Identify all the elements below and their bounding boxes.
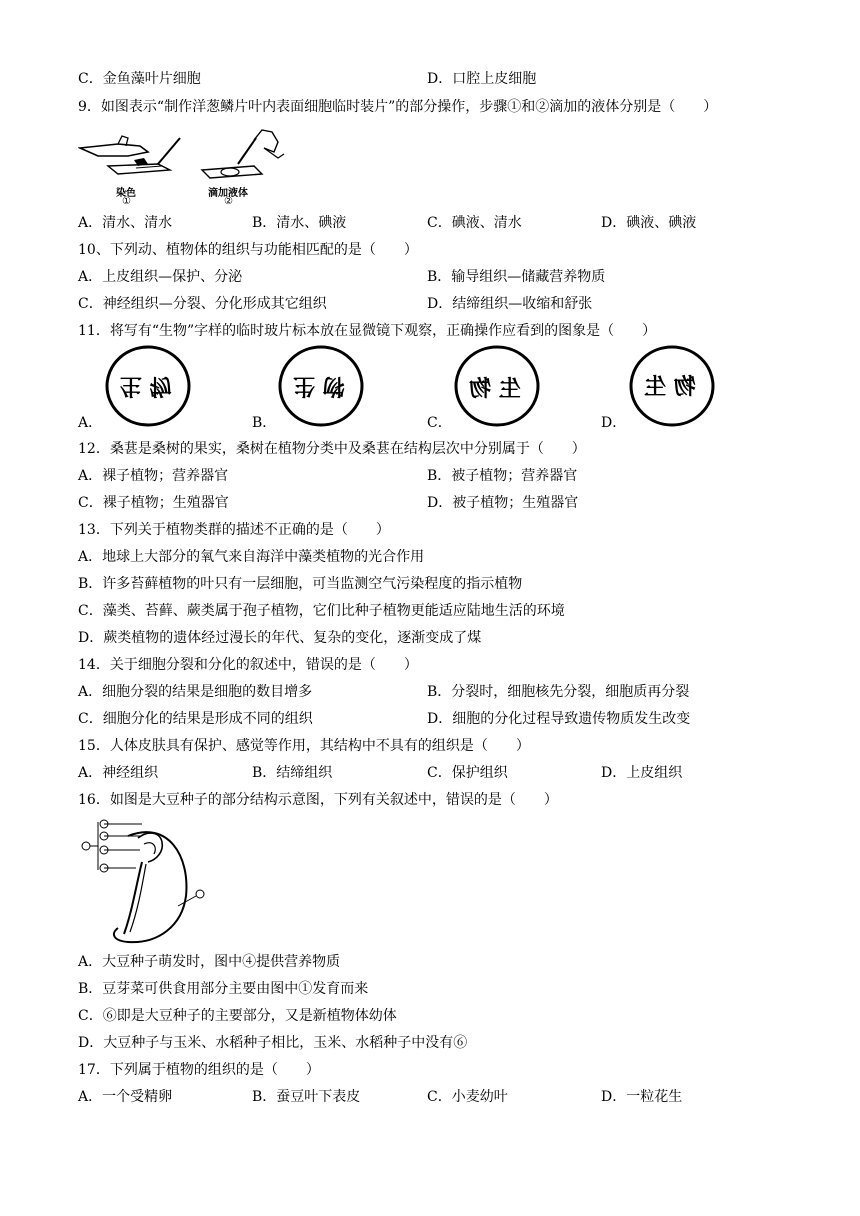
q12-option-c: C．裸子植物；生殖器官 bbox=[78, 495, 229, 511]
q15-option-b: B．结缔组织 bbox=[252, 765, 333, 781]
q12-stem: 12．桑葚是桑树的果实，桑树在植物分类中及桑葚在结构层次中分别属于（ ） bbox=[78, 441, 586, 457]
q17-option-a: A．一个受精卵 bbox=[78, 1089, 173, 1105]
q13-option-c: C．藻类、苔藓、蕨类属于孢子植物，它们比种子植物更能适应陆地生活的环境 bbox=[78, 603, 565, 619]
q11-stem: 11．将写有“生物”字样的临时玻片标本放在显微镜下观察，正确操作应看到的图象是（ ） bbox=[78, 323, 657, 339]
q11-option-a-text: 生 物 bbox=[120, 373, 172, 399]
q10-stem: 10、下列动、植物体的组织与功能相匹配的是（ ） bbox=[78, 242, 418, 258]
q14-stem: 14．关于细胞分裂和分化的叙述中，错误的是（ ） bbox=[78, 657, 418, 673]
q9-option-b: B．清水、碘液 bbox=[252, 215, 347, 231]
q16-soybean-seed-figure bbox=[78, 816, 210, 946]
q15-option-d: D．上皮组织 bbox=[601, 765, 683, 781]
q15-stem: 15．人体皮肤具有保护、感觉等作用，其结构中不具有的组织是（ ） bbox=[78, 738, 530, 754]
q10-option-a: A．上皮组织—保护、分泌 bbox=[78, 269, 243, 285]
q12-option-d: D．被子植物；生殖器官 bbox=[427, 495, 579, 511]
q9-figure bbox=[78, 124, 288, 208]
q13-stem: 13．下列关于植物类群的描述不正确的是（ ） bbox=[78, 522, 390, 538]
q9-option-a: A．清水、清水 bbox=[78, 215, 173, 231]
q9-figure-num-2: ② bbox=[224, 196, 233, 207]
q11-option-c-letter: C． bbox=[427, 415, 452, 431]
q13-option-d: D．蕨类植物的遗体经过漫长的年代、复杂的变化，逐渐变成了煤 bbox=[78, 630, 482, 646]
q9-figure-label-1: 染色 bbox=[116, 188, 136, 199]
q9-figure-num-1: ① bbox=[122, 196, 131, 207]
q11-option-d-text: 物 生 bbox=[644, 374, 696, 400]
q11-option-a-letter: A． bbox=[78, 415, 103, 431]
q9-figure-label-2: 滴加液体 bbox=[208, 188, 248, 199]
q17-option-b: B．蚕豆叶下表皮 bbox=[252, 1089, 361, 1105]
q16-option-d: D．大豆种子与玉米、水稻种子相比，玉米、水稻种子中没有⑥ bbox=[78, 1035, 468, 1051]
q17-option-d: D．一粒花生 bbox=[601, 1089, 683, 1105]
q11-option-b-text: 物 生 bbox=[293, 373, 345, 399]
q16-option-b: B．豆芽菜可供食用部分主要由图中①发育而来 bbox=[78, 981, 369, 997]
q16-option-a: A．大豆种子萌发时，图中④提供营养物质 bbox=[78, 954, 341, 970]
q9-option-c: C．碘液、清水 bbox=[427, 215, 522, 231]
q14-option-a: A．细胞分裂的结果是细胞的数目增多 bbox=[78, 684, 313, 700]
q15-option-a: A．神经组织 bbox=[78, 765, 159, 781]
q12-option-a: A．裸子植物；营养器官 bbox=[78, 468, 229, 484]
q8-option-c: C．金鱼藻叶片细胞 bbox=[78, 71, 201, 87]
q8-option-d: D．口腔上皮细胞 bbox=[427, 71, 537, 87]
q17-option-c: C．小麦幼叶 bbox=[427, 1089, 508, 1105]
q9-stem: 9．如图表示“制作洋葱鳞片叶内表面细胞临时装片”的部分操作，步骤①和②滴加的液体分别是（ ） bbox=[78, 99, 718, 115]
q14-option-b: B．分裂时，细胞核先分裂，细胞质再分裂 bbox=[427, 684, 690, 700]
q12-option-b: B．被子植物；营养器官 bbox=[427, 468, 578, 484]
q14-option-d: D．细胞的分化过程导致遗传物质发生改变 bbox=[427, 711, 691, 727]
q13-option-a: A．地球上大部分的氧气来自海洋中藻类植物的光合作用 bbox=[78, 549, 425, 565]
q16-stem: 16．如图是大豆种子的部分结构示意图，下列有关叙述中，错误的是（ ） bbox=[78, 792, 558, 808]
q16-option-c: C．⑥即是大豆种子的主要部分，又是新植物体幼体 bbox=[78, 1008, 397, 1024]
q10-option-c: C．神经组织—分裂、分化形成其它组织 bbox=[78, 296, 327, 312]
q17-stem: 17．下列属于植物的组织的是（ ） bbox=[78, 1062, 320, 1078]
q13-option-b: B．许多苔藓植物的叶只有一层细胞，可当监测空气污染程度的指示植物 bbox=[78, 576, 523, 592]
q10-option-d: D．结缔组织—收缩和舒张 bbox=[427, 296, 593, 312]
q11-option-c-text: 生 物 bbox=[469, 376, 521, 402]
q10-option-b: B．输导组织—储藏营养物质 bbox=[427, 269, 606, 285]
q9-option-d: D．碘液、碘液 bbox=[601, 215, 697, 231]
q11-option-b-letter: B． bbox=[252, 415, 277, 431]
q11-option-d-letter: D． bbox=[601, 415, 627, 431]
q14-option-c: C．细胞分化的结果是形成不同的组织 bbox=[78, 711, 313, 727]
q15-option-c: C．保护组织 bbox=[427, 765, 508, 781]
